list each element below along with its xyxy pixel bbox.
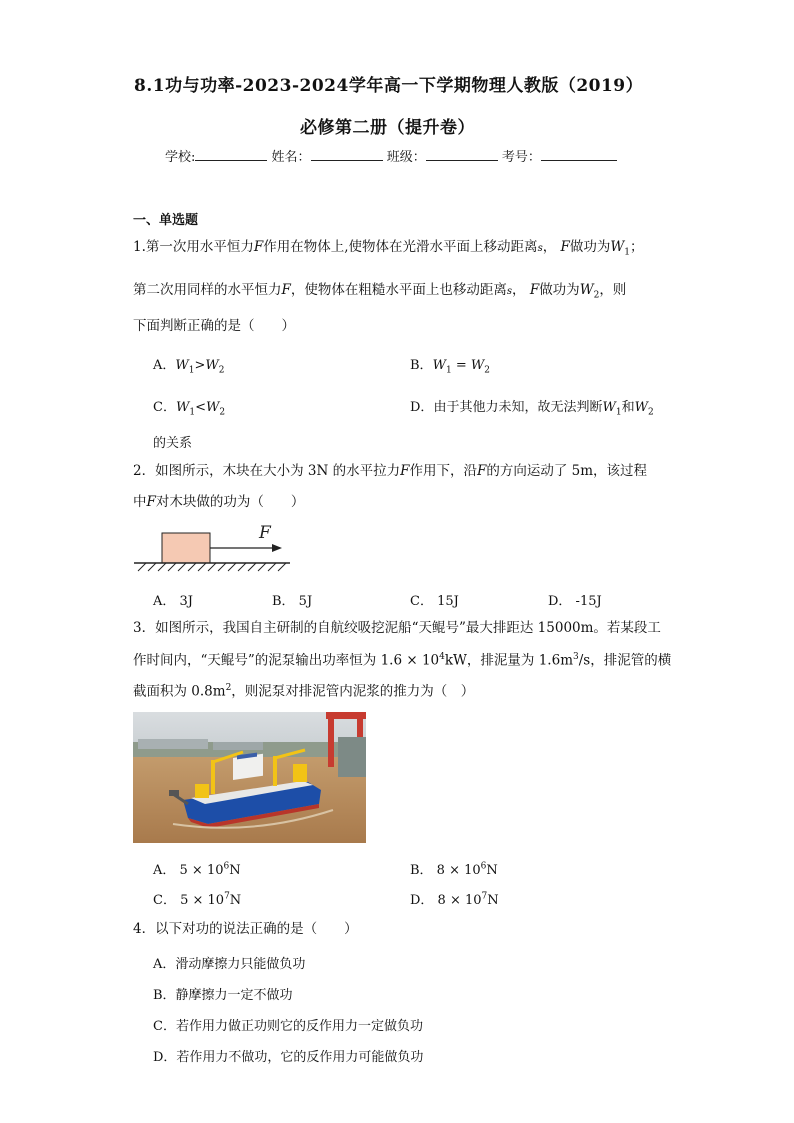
q2-line1 <box>133 463 647 479</box>
q1-symbol-s2: s <box>506 286 513 297</box>
q1-text-b: 作用在物体上,使物体在光滑水平面上移动距离 <box>263 239 538 255</box>
name-label: 姓名： <box>271 150 311 165</box>
q1-text-d: 第二次用同样的水平恒力 <box>133 282 282 298</box>
q1-option-d-tail: 的关系 <box>153 436 193 451</box>
q3-exp-c: 2 <box>225 683 232 693</box>
q1-sub2: 2 <box>593 290 600 301</box>
exam-no-blank[interactable] <box>541 148 617 161</box>
q3-option-a[interactable] <box>153 859 241 878</box>
q1-option-d[interactable] <box>410 396 654 418</box>
q1-symbol-f4: F <box>529 282 540 298</box>
q3-line1: 3．如图所示，我国自主研制的自航绞吸挖泥船“天鲲号”最大排距达 15000m。若某段工 <box>133 620 661 636</box>
q1-d-sub1: 1 <box>615 407 622 418</box>
q1-text-f: 做功为 <box>539 282 580 298</box>
q1-symbol-f: F <box>253 239 264 255</box>
q1-option-c-prefix: C． <box>153 400 176 415</box>
gantry-crane <box>328 712 334 767</box>
page-subtitle: 必修第二册（提升卷） <box>300 118 475 138</box>
q1-c-sub1: 1 <box>189 407 196 418</box>
q1-symbol-w2: W <box>579 282 594 298</box>
q1-a-w1: W <box>175 358 189 373</box>
q1-c-w1: W <box>175 400 190 415</box>
q3-text-e: ，则泥泵对排泥管内泥浆的推力为（ ） <box>231 683 475 700</box>
q3-a-pre: A． 5 × 10 <box>153 863 224 878</box>
q2-text-c: 的方向运动了 5m，该过程 <box>486 463 648 479</box>
q2-text-a: 2．如图所示，木块在大小为 3N 的水平拉力 <box>133 463 401 479</box>
q2-line2 <box>133 494 304 510</box>
wooden-block <box>162 533 210 563</box>
q1-text-c: 做功为 <box>569 239 611 255</box>
q1-option-c[interactable] <box>153 396 225 418</box>
q2-option-c[interactable]: C． 15J <box>410 594 459 609</box>
q4-option-d[interactable]: D．若作用力不做功，它的反作用力可能做负功 <box>153 1050 424 1065</box>
q1-line3: 下面判断正确的是（ ） <box>133 318 295 334</box>
school-blank[interactable] <box>195 148 267 161</box>
q3-line2 <box>133 652 671 669</box>
q3-b-pre: B． 8 × 10 <box>410 863 481 878</box>
q2-symbol-f2: F <box>476 463 487 479</box>
q3-c-pre: C． 5 × 10 <box>153 893 225 908</box>
q1-a-w2: W <box>205 358 219 373</box>
dredger-ship-photo <box>133 712 366 843</box>
q1-line2: 第二次用同样的水平恒力F，使物体在粗糙水平面上也移动距离s， F做功为$W_2$，则 <box>133 282 627 301</box>
name-blank[interactable] <box>311 148 383 161</box>
q1-text-a: 1.第一次用水平恒力 <box>133 239 254 255</box>
q3-c-post: N <box>229 893 242 908</box>
q3-b-exp: 6 <box>480 861 487 872</box>
q2-option-b[interactable]: B． 5J <box>272 594 313 609</box>
force-arrow-head <box>272 544 282 552</box>
q1-option-a-prefix: A． <box>153 358 176 373</box>
q1-a-rel: > <box>194 358 206 373</box>
force-label: F <box>259 523 271 543</box>
ship-crane <box>211 760 215 794</box>
q2-text-e: 对木块做的功为（ ） <box>155 494 305 510</box>
q1-d-w1: W <box>602 400 616 415</box>
q2-option-a[interactable]: A． 3J <box>153 594 194 609</box>
q3-option-c[interactable] <box>153 889 241 908</box>
q3-d-exp: 7 <box>481 891 488 902</box>
q1-b-w2: W <box>470 358 485 373</box>
q1-b-sub1: 1 <box>445 365 452 376</box>
q1-option-b[interactable] <box>410 354 490 376</box>
q1-option-b-prefix: B． <box>410 358 433 373</box>
factory-buildings <box>138 739 208 749</box>
q1-b-w1: W <box>432 358 446 373</box>
q3-c-exp: 7 <box>224 891 230 902</box>
q1-symbol-f2: F <box>560 239 570 255</box>
q1-symbol-w1: W <box>610 239 625 255</box>
q1-symbol-s: s <box>537 243 543 254</box>
q3-b-post: N <box>486 863 498 878</box>
q1-option-a[interactable] <box>153 354 225 376</box>
q3-text-d: 截面积为 0.8m <box>133 683 226 700</box>
q1-c-rel: < <box>195 400 206 415</box>
page-title: 8.1功与功率-2023-2024学年高一下学期物理人教版（2019） <box>134 76 644 96</box>
class-blank[interactable] <box>426 148 498 161</box>
exam-no-label: 考号： <box>501 150 541 165</box>
q3-exp-b: 3 <box>573 652 579 662</box>
q2-text-b: 作用下，沿 <box>409 463 477 479</box>
q4-option-b[interactable]: B．静摩擦力一定不做功 <box>153 988 293 1003</box>
q1-sub1: 1 <box>624 247 630 258</box>
q1-a-sub2: 2 <box>218 365 225 376</box>
block-force-diagram <box>132 518 294 576</box>
q1-text-g: ，则 <box>599 282 627 298</box>
q3-d-post: N <box>487 893 499 908</box>
q3-line3 <box>133 683 474 700</box>
q1-symbol-f3: F <box>281 282 291 298</box>
q1-b-rel: = <box>455 358 467 373</box>
q2-symbol-f: F <box>400 463 410 479</box>
q3-a-exp: 6 <box>223 861 230 872</box>
q1-d-and: 和 <box>621 400 635 415</box>
section-heading: 一、单选题 <box>133 213 199 228</box>
q2-option-d[interactable]: D． -15J <box>548 594 602 609</box>
q4-option-c[interactable]: C．若作用力做正功则它的反作用力一定做负功 <box>153 1019 423 1034</box>
q3-a-post: N <box>229 863 241 878</box>
q3-text-a: 作时间内，“天鲲号”的泥泵输出功率恒为 1.6 × 10 <box>133 652 440 669</box>
q2-symbol-f3: F <box>146 494 156 510</box>
q1-text-e: ，使物体在粗糙水平面上也移动距离 <box>290 282 507 298</box>
q1-c-sub2: 2 <box>219 407 226 418</box>
q3-option-b[interactable] <box>410 859 498 878</box>
q4-stem: 4．以下对功的说法正确的是（ ） <box>133 921 358 937</box>
school-label: 学校: <box>165 150 196 165</box>
info-fields <box>165 146 617 165</box>
q1-a-sub1: 1 <box>188 365 195 376</box>
q4-option-a[interactable]: A．滑动摩擦力只能做负功 <box>153 957 306 972</box>
q1-b-sub2: 2 <box>484 365 490 376</box>
q3-d-pre: D． 8 × 10 <box>410 893 482 908</box>
q3-exp-a: 4 <box>439 652 445 662</box>
class-label: 班级： <box>386 150 426 165</box>
q3-option-d[interactable] <box>410 889 499 908</box>
q3-text-b: kW，排泥量为 1.6m <box>444 652 573 669</box>
q2-text-d: 中 <box>133 494 147 510</box>
ground-hatch <box>138 563 286 571</box>
q1-line1: 1.第一次用水平恒力F作用在物体上,使物体在光滑水平面上移动距离s， F做功为$W_1$； <box>133 239 644 258</box>
q1-c-w2: W <box>205 400 220 415</box>
q1-d-text: 由于其他力未知，故无法判断 <box>433 400 603 415</box>
q1-option-d-prefix: D． <box>410 400 434 415</box>
q1-d-w2: W <box>634 400 648 415</box>
q3-text-c: /s，排泥管的横 <box>578 652 672 669</box>
q1-d-sub2: 2 <box>647 407 654 418</box>
